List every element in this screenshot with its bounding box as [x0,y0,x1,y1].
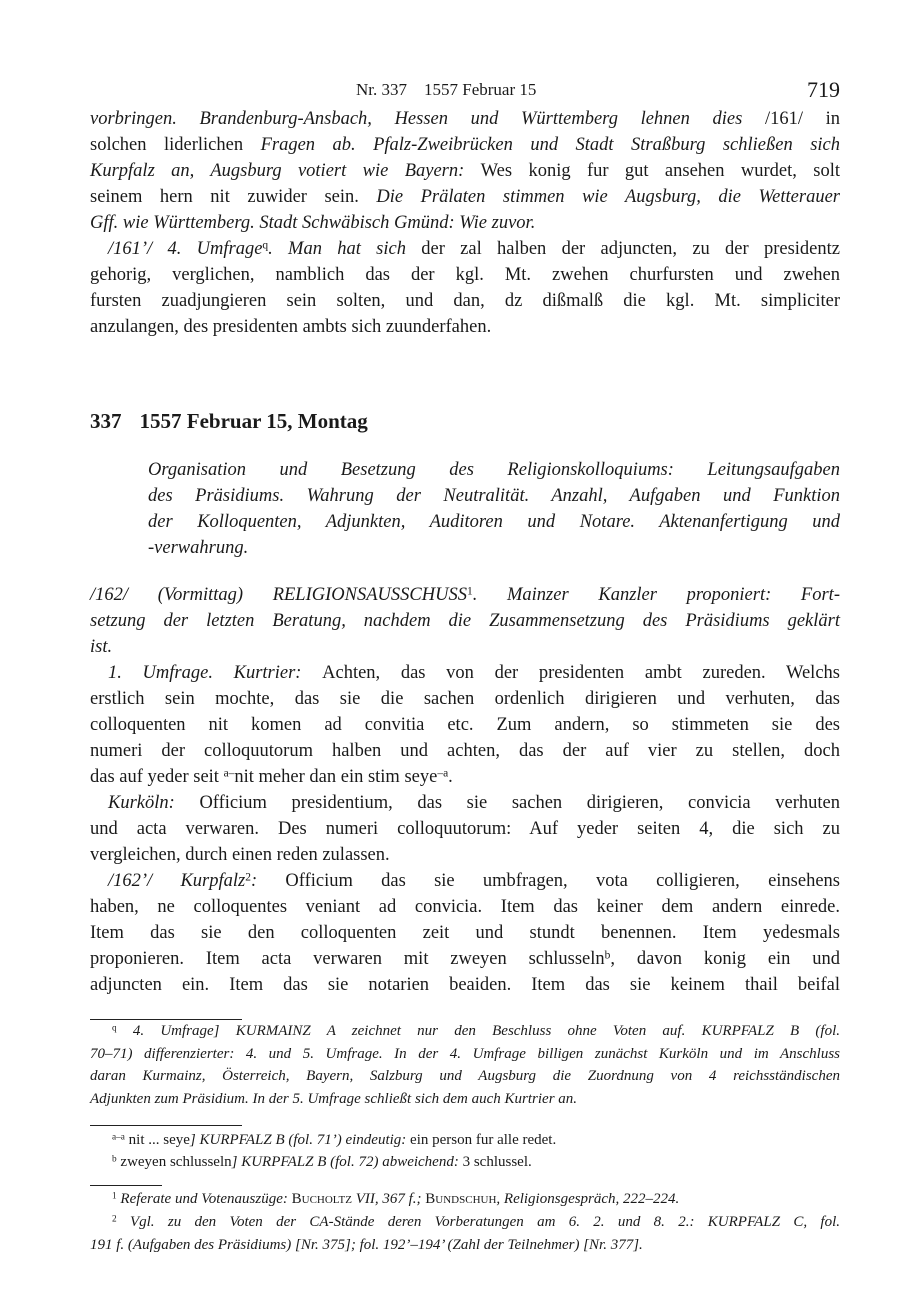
text-line [90,132,840,158]
text-segment: Bundschuh [425,1191,497,1207]
text-line [90,972,840,998]
text-segment: vorbringen. Brandenburg-Ansbach, Hessen und Württemberg lehnen dies [90,109,765,129]
text-line [90,1188,840,1211]
text-segment: : [250,871,286,891]
text-line [90,946,840,972]
text-line [90,262,840,288]
text-line [90,738,840,764]
text-line [90,712,840,738]
text-line [90,1129,840,1152]
text-line [90,634,840,660]
text-line [90,184,840,210]
text-segment: nit ... seye [124,1132,190,1148]
footnote-marker: a– [223,767,235,780]
text-segment: colloquenten nit komen ad convitia etc. Zum andern, so stimmeten sie des [90,715,840,735]
text-segment: 4. Umfrage] KURMAINZ A zeichnet nur den Beschluss ohne Voten auf. KURPFALZ B (fol. [116,1023,840,1039]
paragraph-kurtrier [90,660,840,790]
footnote-b [90,1151,840,1174]
text-segment: 70–71) differenzierter: 4. und 5. Umfrage. In der 4. Umfrage billigen zunächst Kurköln und im Anschluss [90,1045,840,1062]
text-line [90,790,840,816]
text-segment: Die Prälaten stimmen wie Augsburg, die Wetterauer [376,187,840,207]
text-segment: ] KURPFALZ B (fol. 72) abweichend: [231,1154,463,1170]
text-segment: seinem hern nit zuwider sein. [90,187,377,207]
text-segment: Adjunkten zum Präsidium. In der 5. Umfrage schließt sich dem auch Kurtrier an. [90,1090,578,1107]
text-segment: /161’/ 4. Umfrage [108,239,263,259]
text-segment: Item das sie den colloquenten zeit und stundt benennen. Item yedesmals [90,923,840,943]
text-segment: , Religionsgespräch, 222–224. [496,1191,680,1207]
footnote-a [90,1129,840,1152]
text-segment: Kurpfalz an, Augsburg votiert wie Bayern: [90,161,481,181]
text-segment: des Präsidiums. Wahrung der Neutralität. Anzahl, Aufgaben und Funktion [148,486,840,506]
text-segment: fursten zuadjungieren sein solten, und dan, dz dißmalß die kgl. Mt. simpliciter [90,291,840,311]
page-number: 719 [807,77,840,102]
text-segment: Officium das sie umbfragen, vota colligieren, einsehens [285,871,840,891]
text-segment: /162/ (Vormittag) RELIGIONSAUSSCHUSS [90,585,467,605]
text-segment: ] KURPFALZ B (fol. 71’) eindeutig: [189,1132,411,1148]
text-segment: daran Kurmainz, Österreich, Bayern, Salzburg und Augsburg die Zuordnung von 4 reichsständischen [90,1068,840,1084]
text-segment: VII, 367 f.; [351,1191,426,1207]
footnote-marker: 2 [245,871,251,884]
text-segment: Referate und Votenauszüge: [116,1191,292,1207]
document-number: 337 [90,409,122,433]
footnote-1 [90,1188,840,1211]
document-title: 1557 Februar 15, Montag [139,409,368,433]
text-line [90,920,840,946]
text-segment: . Man hat sich [268,239,422,259]
paragraph-4-umfrage [90,236,840,340]
footnote-q [90,1020,840,1110]
text-segment: Achten, das von der presidenten ambt zureden. Welchs [322,663,840,683]
text-line [148,509,840,535]
text-segment: haben, ne colloquentes veniant ad convicia. Item das keiner dem andern einrede. [90,897,840,917]
text-segment: Fragen ab. Pfalz-Zweibrücken und Stadt Straßburg schließen sich [260,135,840,155]
text-segment: Wes konig fur gut ansehen wurdet, solt [480,161,840,181]
text-line [90,1234,840,1257]
text-line [90,210,840,236]
text-segment: Vgl. zu den Voten der CA-Stände deren Vorberatungen am 6. 2. und 8. 2.: KURPFALZ C, fol. [116,1214,840,1230]
text-segment: Kurköln: [108,793,200,813]
text-segment: . [448,767,453,787]
text-segment: nit meher dan ein stim seye [234,767,438,787]
text-segment: 1. Umfrage. Kurtrier: [108,663,323,683]
text-segment: /162’/ Kurpfalz [108,871,246,891]
text-line [90,158,840,184]
summary [148,457,840,561]
footnote-marker: 2 [112,1214,117,1225]
text-segment: 3 schlussel. [462,1154,532,1170]
text-line [90,842,840,868]
footnote-2 [90,1211,840,1256]
text-line [90,660,840,686]
text-segment: Bucholtz [291,1191,352,1207]
text-line [90,1020,840,1043]
text-segment: setzung der letzten Beratung, nachdem die Zusammensetzung des Präsidiums geklärt [90,611,840,631]
footnote-rule [90,1185,162,1186]
text-segment: -verwahrung. [148,538,249,558]
text-line [148,483,840,509]
text-segment: erstlich sein mochte, das sie die sachen ordenlich dirigieren und verhuten, das [90,689,840,709]
text-line [90,314,840,340]
text-segment: Gff. wie Württemberg. Stadt Schwäbisch Gmünd: Wie zuvor. [90,213,536,233]
text-segment: der Kolloquenten, Adjunkten, Auditoren und Notare. Aktenanfertigung und [148,512,840,532]
text-line [90,236,840,262]
paragraph-kurkoeln [90,790,840,868]
text-segment: zweyen schlusseln [116,1154,232,1170]
text-segment: Organisation und Besetzung des Religionskolloquiums: Leitungsaufgaben [148,460,840,480]
text-segment: proponieren. Item acta verwaren mit zweyen schlusseln [90,949,605,969]
text-segment: das auf yeder seit [90,767,224,787]
footnote-marker: 1 [466,585,473,598]
text-line [90,816,840,842]
footnote-marker: –a [437,767,449,780]
text-segment: und acta verwaren. Des numeri colloquutorum: Auf yeder seiten 4, die sich zu [90,819,840,839]
text-line [90,1065,840,1088]
paragraph-continuation [90,106,840,236]
text-line [90,1151,840,1174]
text-line [90,686,840,712]
running-head: Nr. 337 1557 Februar 15 [356,80,537,99]
paragraph-kurpfalz [90,868,840,998]
text-line [90,1043,840,1066]
footnote-marker: q [262,239,269,252]
text-segment: vergleichen, durch einen reden zulassen. [90,845,390,865]
text-segment: . Mainzer Kanzler proponiert: Fort- [472,585,840,605]
text-segment: /161/ in [764,109,841,129]
text-line [90,582,840,608]
text-line [148,535,840,561]
footnote-marker: b [604,949,611,962]
paragraph-religionsausschuss [90,582,840,660]
document-heading [90,409,386,434]
text-segment: gehorig, verglichen, namblich das der kgl. Mt. zwehen churfursten und zwehen [90,265,840,285]
text-segment: 191 f. (Aufgaben des Präsidiums) [Nr. 375]; fol. 192’–194’ (Zahl der Teilnehmer) [Nr. 377]. [90,1236,643,1253]
footnote-marker: q [112,1023,117,1034]
text-segment: Officium presidentium, das sie sachen dirigieren, convicia verhuten [199,793,840,813]
footnote-marker: a–a [112,1132,125,1143]
text-line [148,457,840,483]
text-line [90,608,840,634]
text-line [90,106,840,132]
text-line [90,894,840,920]
text-segment: der zal halben der adjuncten, zu der presidentz [421,239,840,259]
text-line [90,868,840,894]
text-segment: ist. [90,637,113,657]
footnote-marker: b [112,1154,117,1165]
footnote-rule [90,1125,242,1126]
text-segment: numeri der colloquutorum halben und achten, das der auf vier zu stellen, doch [90,741,840,761]
text-segment: ein person fur alle redet. [410,1132,557,1148]
text-segment: anzulangen, des presidenten ambts sich zuunderfahen. [90,317,492,337]
text-line [90,1088,840,1111]
text-line [90,288,840,314]
text-segment: , davon konig ein und [610,949,841,969]
footnote-marker: 1 [112,1191,117,1202]
text-segment: solchen liderlichen [90,135,261,155]
text-line [90,764,840,790]
text-segment: adjuncten ein. Item das sie notarien beaiden. Item das sie keinem thail beifal [90,975,840,995]
text-line [90,1211,840,1234]
